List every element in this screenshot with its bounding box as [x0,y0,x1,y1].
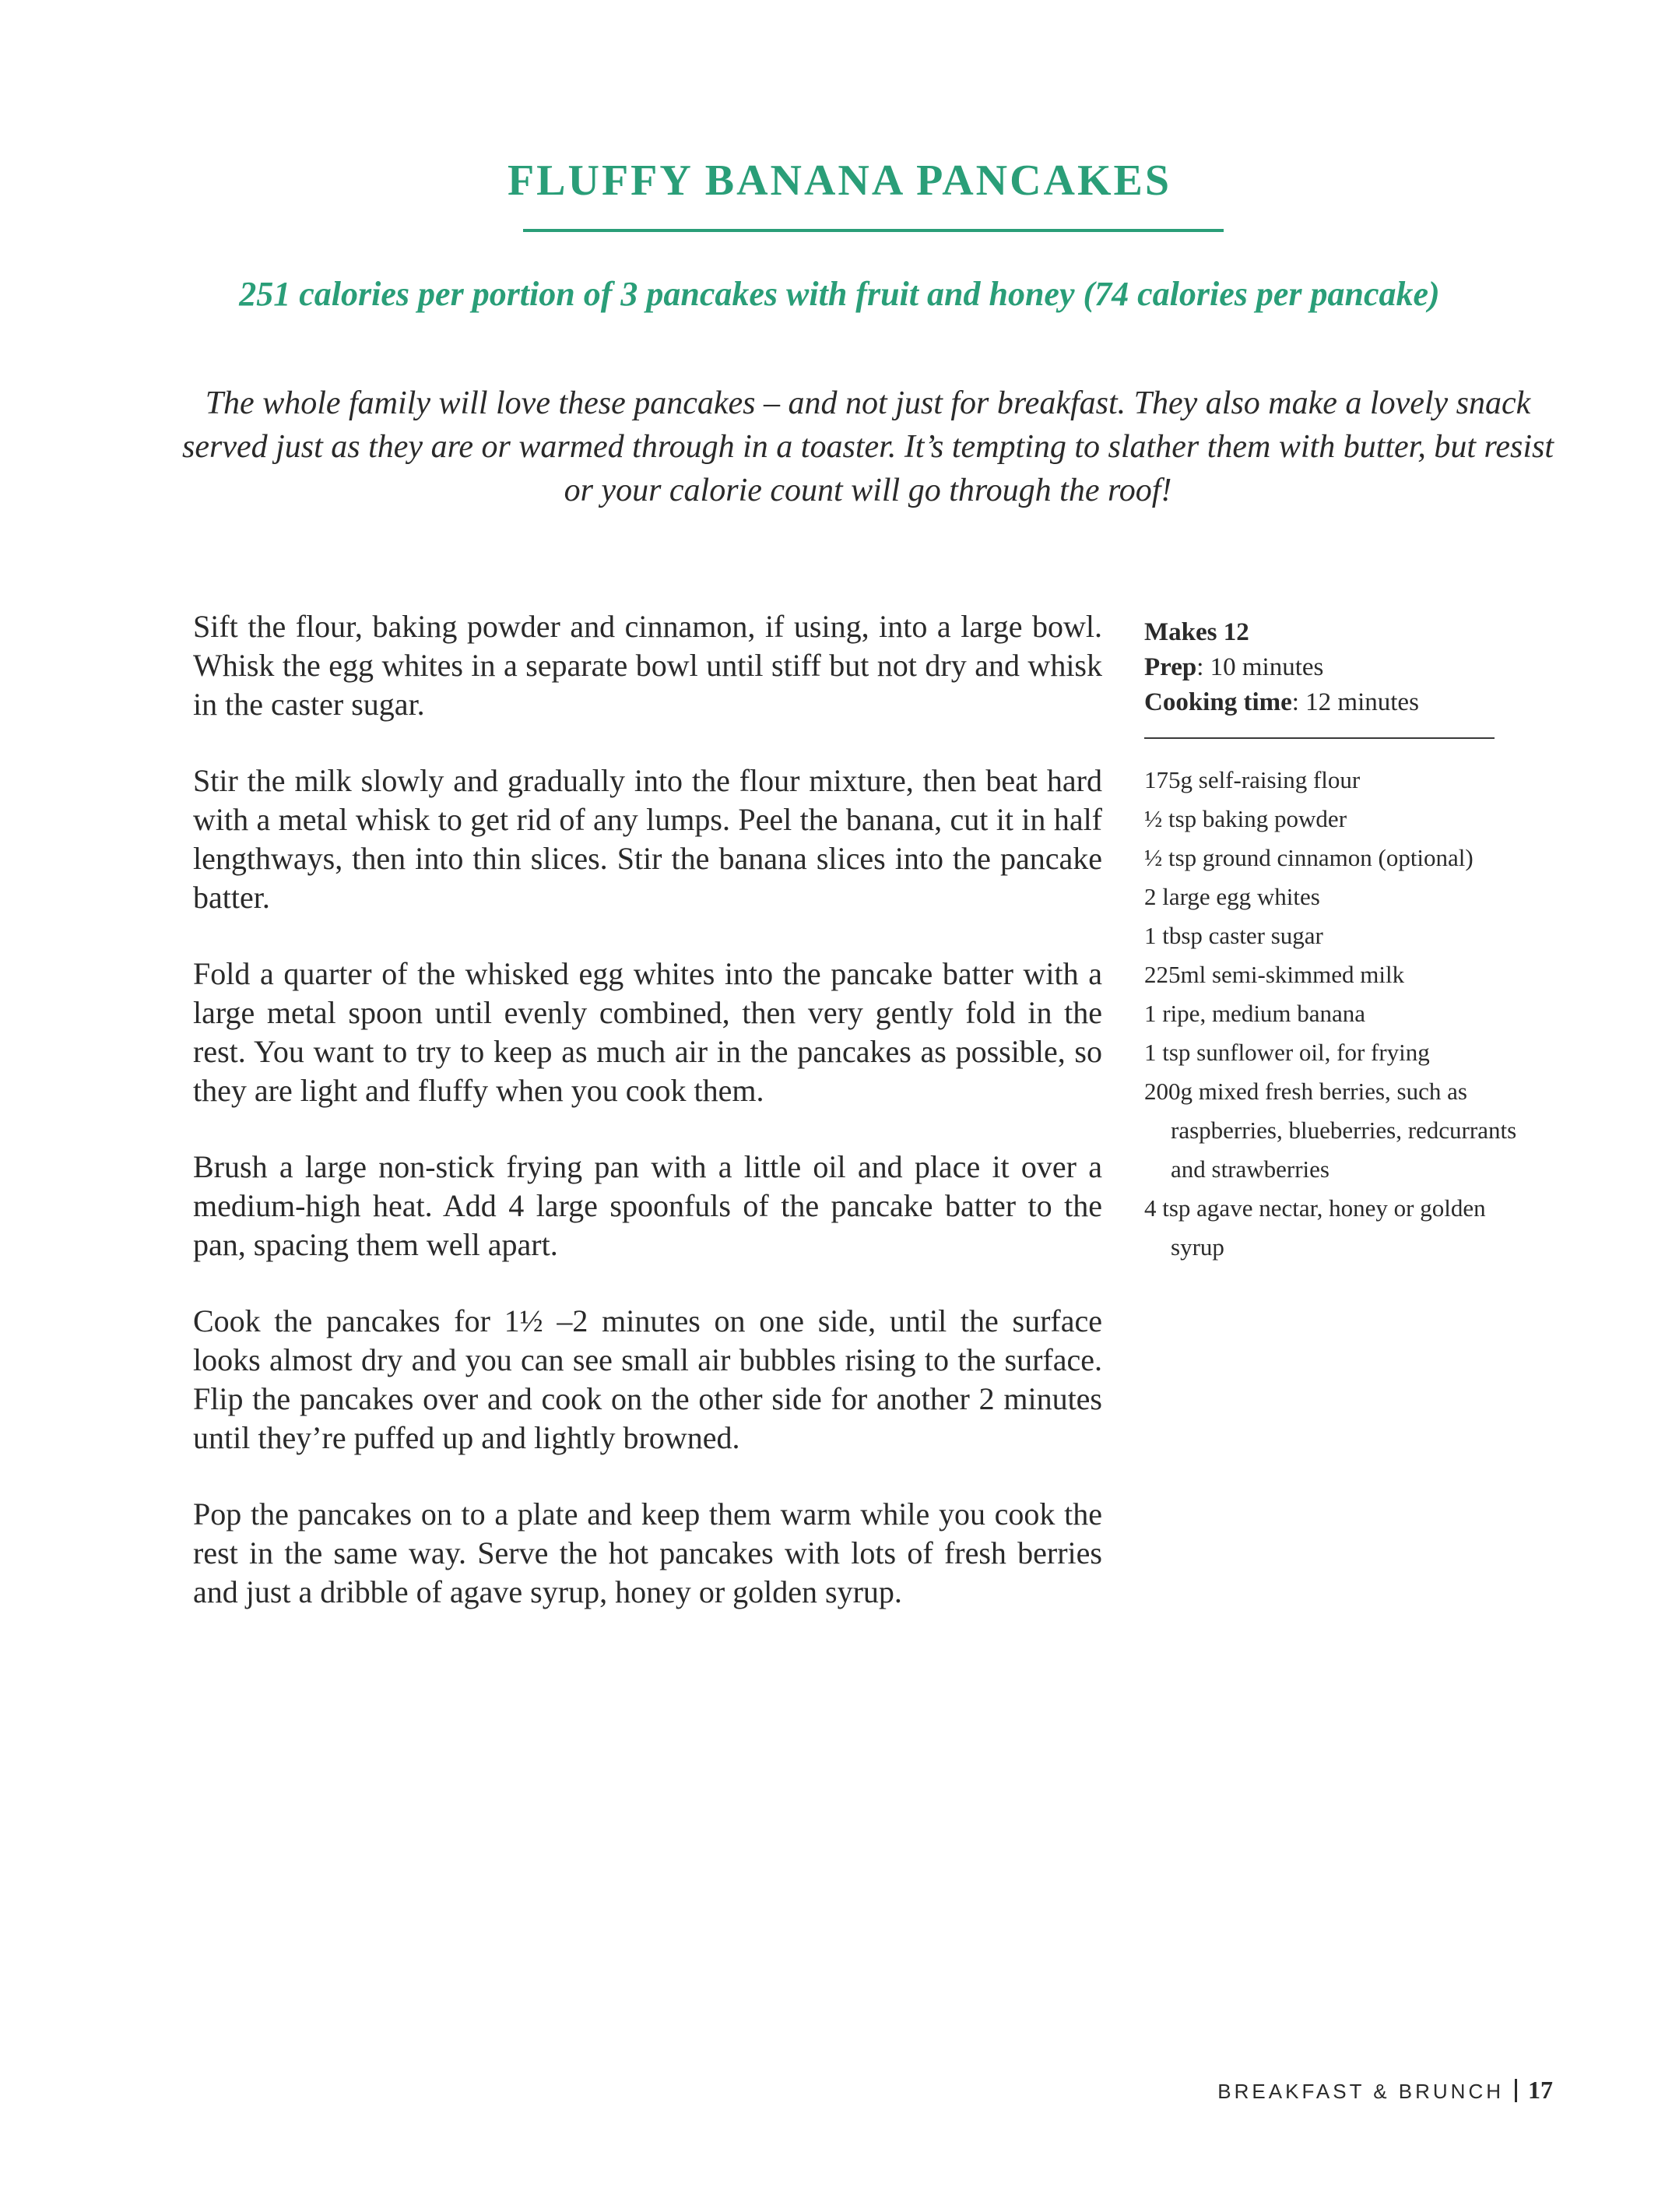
cooking-time [1144,685,1518,720]
ingredient-item: 175g self-raising flour [1144,766,1361,793]
ingredient-item: 1 ripe, medium banana [1144,1000,1366,1027]
section-name: BREAKFAST & BRUNCH [1217,2080,1504,2103]
recipe-sidebar [1144,615,1518,1267]
ingredient-list [1144,761,1518,1267]
recipe-intro: The whole family will love these pancakes – and not just for breakfast. They also make a lovely snack served just as they are or warmed through in a toaster. It’s tempting to slather them with butter, but resist or your calorie count will go through the roof! [181,385,1554,508]
prep-value: : 10 minutes [1196,653,1324,681]
sidebar-divider [1144,737,1495,739]
prep-label: Prep [1144,653,1197,681]
method-step: Sift the flour, baking powder and cinnamon, if using, into a large bowl. Whisk the egg whites in a separate bowl until stiff but not dry and whisk in the caster sugar. [193,609,1102,722]
ingredient-item: ½ tsp baking powder [1144,805,1347,832]
recipe-title: FLUFFY BANANA PANCAKES [507,156,1172,205]
method-steps [193,607,1102,1649]
title-underline [523,229,1224,232]
ingredient-item: 2 large egg whites [1144,883,1320,910]
ingredient-item: 4 tsp agave nectar, honey or golden syrup [1144,1194,1486,1261]
ingredient-item: 200g mixed fresh berries, such as raspberries, blueberries, redcurrants and strawberries [1144,1078,1517,1183]
prep-time [1144,650,1518,685]
ingredient-item: 225ml semi-skimmed milk [1144,961,1405,988]
page-number: 17 [1528,2076,1553,2104]
ingredient-item: ½ tsp ground cinnamon (optional) [1144,844,1474,871]
method-step: Fold a quarter of the whisked egg whites into the pancake batter with a large metal spoon until evenly combined, then very gently fold in the rest. You want to try to keep as much air in the pancakes as possible, so they are light and fluffy when you cook them. [193,956,1102,1108]
ingredient-item: 1 tsp sunflower oil, for frying [1144,1039,1430,1066]
makes-count: Makes 12 [1144,618,1249,646]
method-step: Brush a large non-stick frying pan with a little oil and place it over a medium-high heat. Add 4 large spoonfuls of the pancake batter to the pan, spacing them well apart. [193,1149,1102,1262]
method-step: Pop the pancakes on to a plate and keep them warm while you cook the rest in the same way. Serve the hot pancakes with lots of fresh berries and just a dribble of agave syrup, honey or golden syrup. [193,1496,1102,1609]
ingredient-item: 1 tbsp caster sugar [1144,922,1323,949]
cook-value: : 12 minutes [1291,688,1419,716]
method-step: Cook the pancakes for 1½ –2 minutes on one side, until the surface looks almost dry and you can see small air bubbles rising to the surface. Flip the pancakes over and cook on the other side for another 2 minutes until they’re puffed up and lightly browned. [193,1303,1102,1455]
calorie-summary: 251 calories per portion of 3 pancakes with fruit and honey (74 calories per pancake) [239,275,1440,313]
page-footer [1217,2076,1553,2105]
cook-label: Cooking time [1144,688,1292,716]
method-step: Stir the milk slowly and gradually into the flour mixture, then beat hard with a metal whisk to get rid of any lumps. Peel the banana, cut it in half lengthways, then into thin slices. Stir the banana slices into the pancake batter. [193,763,1102,915]
footer-separator [1515,2079,1517,2102]
